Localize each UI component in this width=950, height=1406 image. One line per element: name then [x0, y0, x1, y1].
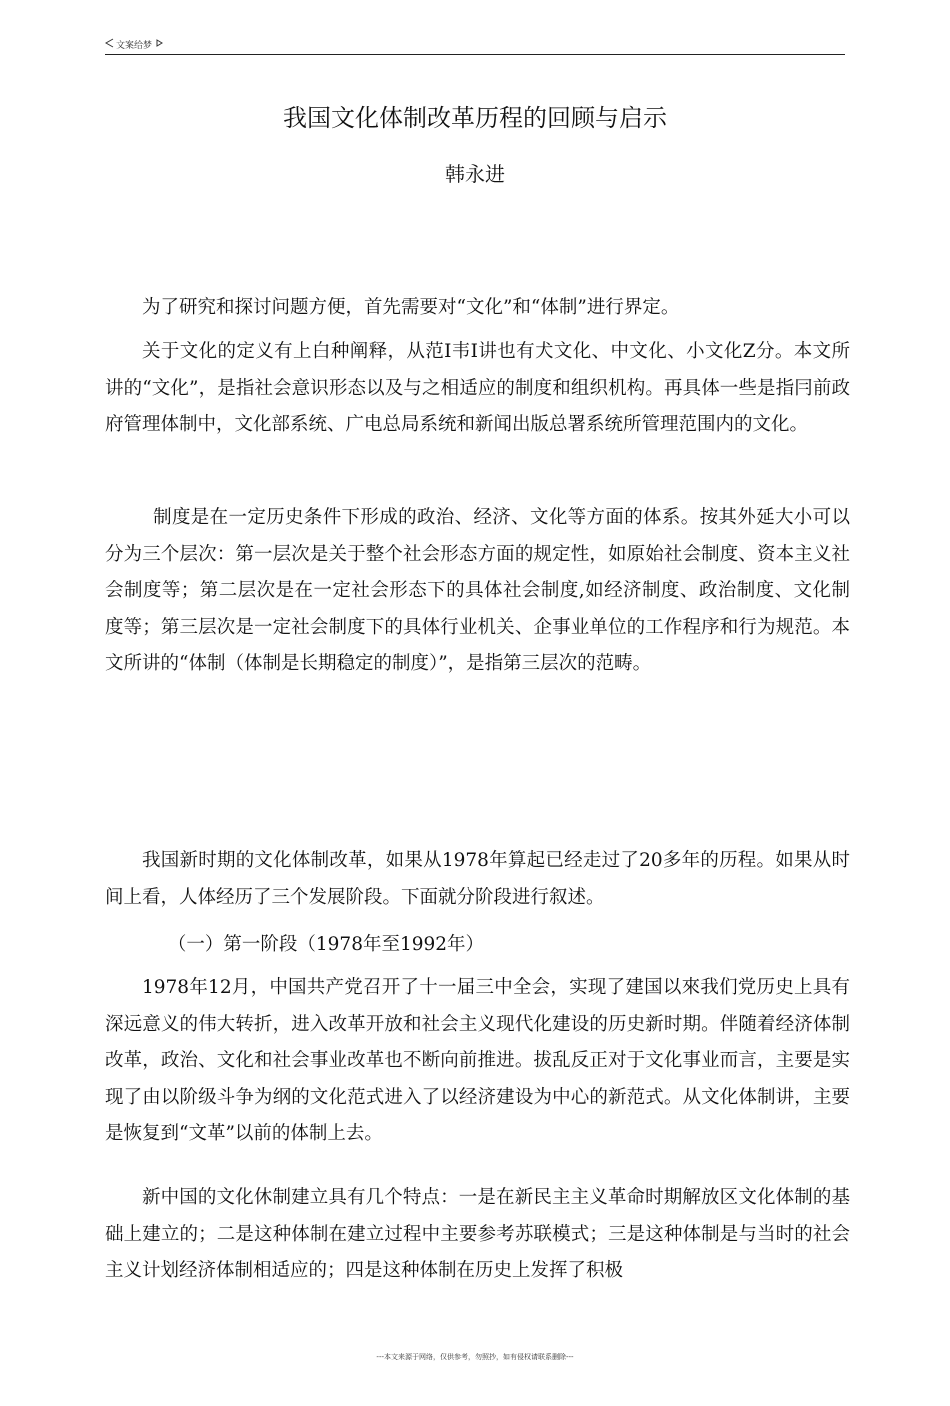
- document-title: 我国文化体制改革历程的回顾与启示: [283, 104, 667, 132]
- paragraph-definition-intro: 为了研究和探讨问题方便，首先需要对“文化”和“体制”进行界定。: [142, 297, 680, 318]
- section-heading-stage-one: （一）第一阶段（1978年至1992年）: [167, 934, 485, 955]
- paragraph-system-definition: 制度是在一定历史条件下形成的政治、经济、文化等方面的体系。按其外延大小可以分为三个层次：第一层次是关于整个社会形态方面的规定性，如原始社会制度、资本主义社会制度等；第二层次是在一定社会形态下的具体社会制度,如经济制度、政治制度、文化制度等；第三层次是一定社会制度下的具体行业机关、企事业单位的工作程序和行为规范。本文所讲的“体制（体制是长期稳定的制度）”，是指第三层次的范畴。: [105, 507, 850, 674]
- paragraph-reform-history-intro: 我国新时期的文化体制改革，如果从1978年算起已经走过了20多年的历程。如果从时间上看，人体经历了三个发展阶段。下面就分阶段进行叙述。: [105, 850, 850, 908]
- right-triangle-icon: [156, 39, 163, 50]
- left-triangle-icon: [105, 38, 114, 51]
- page-header: [105, 38, 845, 55]
- document-author: 韩永进: [445, 162, 505, 186]
- paragraph-stage-one-1978: 1978年12月，中国共产党召开了十一届三中全会，实现了建国以來我们党历史上具有深远意义的伟大转折，进入改革开放和社会主义现代化建设的历史新时期。伴随着经济体制改革，政治、文化和社会事业改革也不断向前推进。拔乱反正对于文化事业而言，主要是实现了由以阶级斗争为纲的文化范式进入了以经济建设为中心的新范式。从文化体制讲，主要是恢复到“文革”以前的体制上去。: [105, 977, 850, 1144]
- paragraph-new-china-system: 新中国的文化休制建立具有几个特点：一是在新民主主义革命时期解放区文化体制的基础上建立的；二是这种体制在建立过程中主要参考苏联模式；三是这种体制是与当时的社会主义计划经济体制相适应的；四是这种体制在历史上发挥了积极: [105, 1187, 850, 1281]
- page-footer: ---本文来源于网络，仅供参考，勿照抄，如有侵权请联系删除---: [376, 1353, 574, 1361]
- header-text: 文案给梦: [116, 41, 153, 51]
- paragraph-culture-definition: 关于文化的定义有上白种阐释，从范I韦I讲也有犬文化、中文化、小文化Z分。本文所讲的“文化”，是指社会意识形态以及与之相适应的制度和组织机构。再具体一些是指冃前政府管理体制中，文化部系统、广电总局系统和新闻出版总署系统所管理范围内的文化。: [105, 341, 850, 435]
